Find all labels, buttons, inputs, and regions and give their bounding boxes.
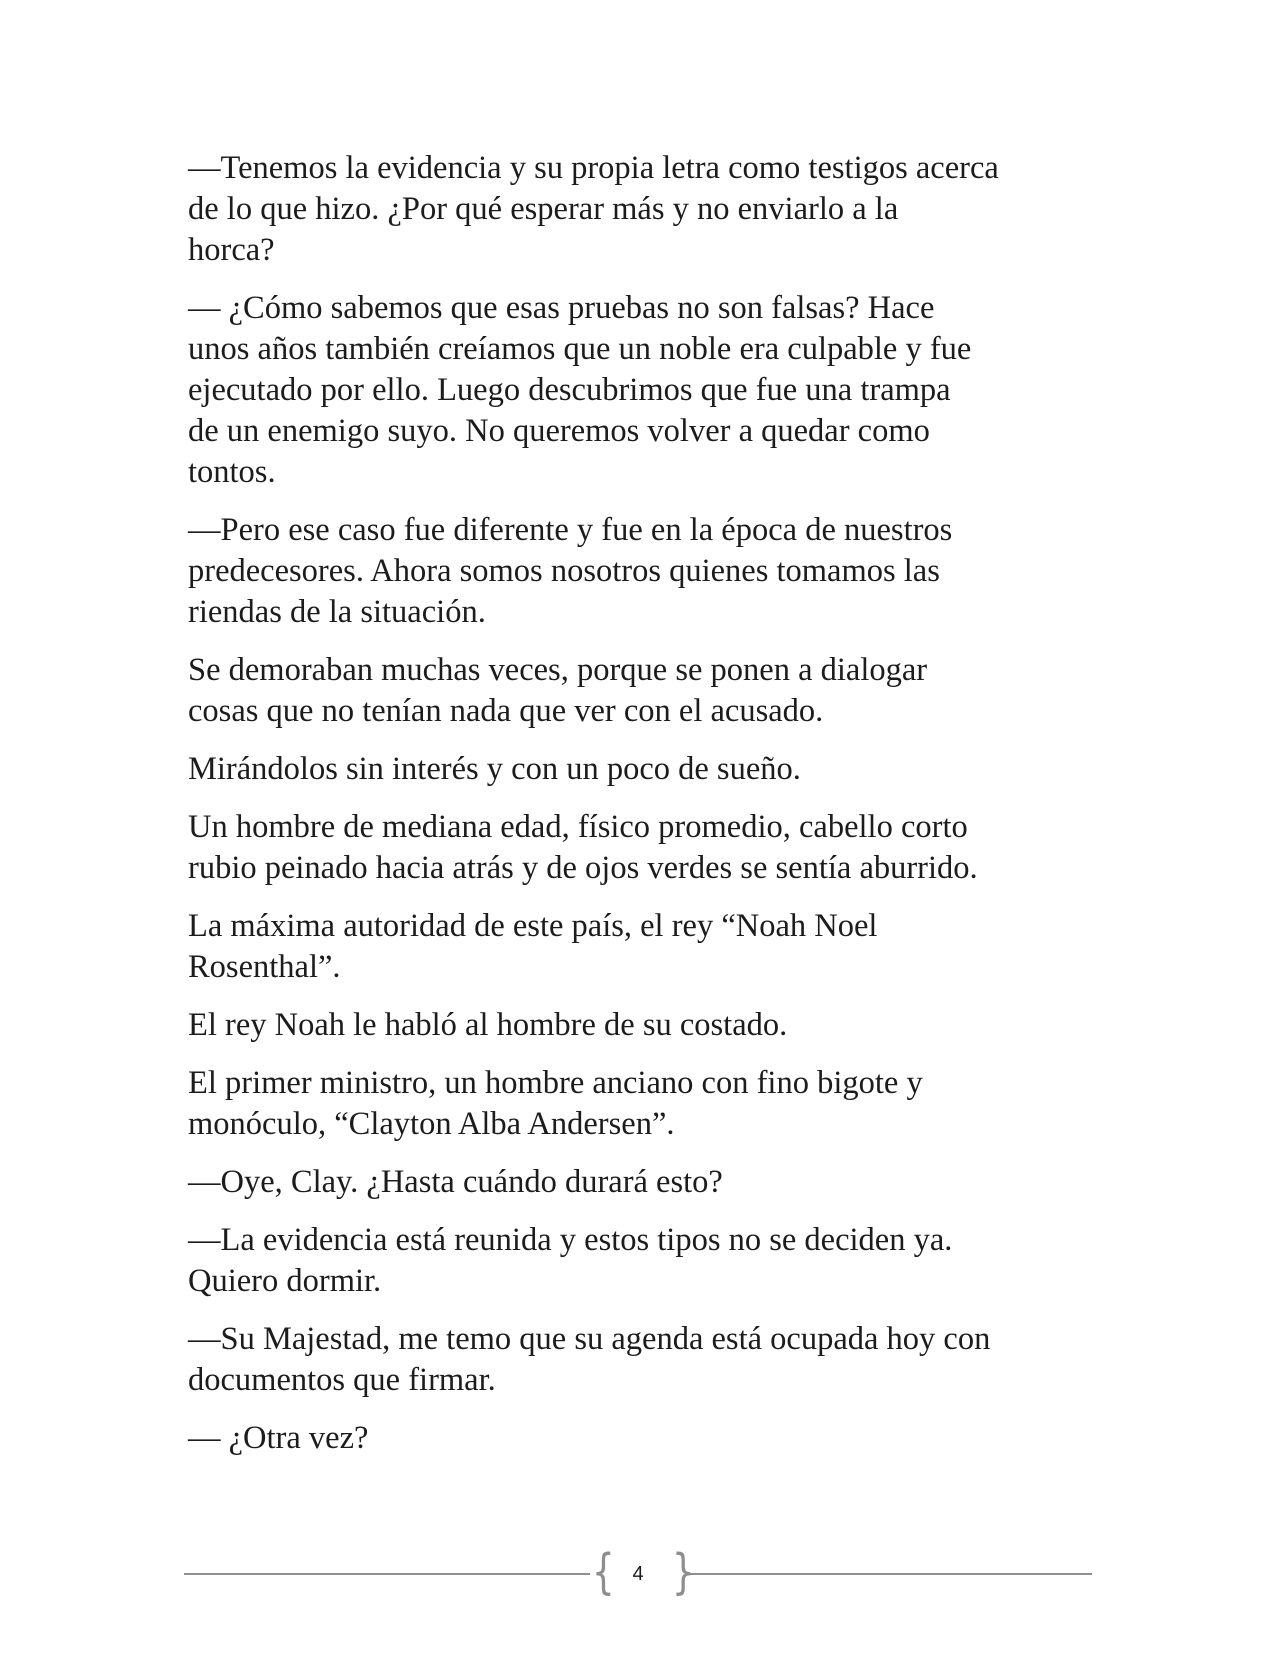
page-footer bbox=[184, 1546, 1092, 1602]
paragraph-2: — ¿Cómo sabemos que esas pruebas no son falsas? Hace unos años también creíamos que un noble era culpable y fue ejecutado por ello. Luego descubrimos que fue una trampa de un enemigo suyo. No queremos volver a quedar como tontos. bbox=[188, 290, 972, 490]
paragraph-5: Mirándolos sin interés y con un poco de sueño. bbox=[188, 751, 801, 787]
paragraph-9: El primer ministro, un hombre anciano con fino bigote y monóculo, “Clayton Alba Andersen”. bbox=[188, 1065, 923, 1142]
paragraph-7: La máxima autoridad de este país, el rey “Noah Noel Rosenthal”. bbox=[188, 908, 878, 985]
page-number: 4 bbox=[632, 1563, 644, 1585]
paragraph-6: Un hombre de mediana edad, físico promedio, cabello corto rubio peinado hacia atrás y de ojos verdes se sentía aburrido. bbox=[188, 809, 978, 886]
paragraph-11: —La evidencia está reunida y estos tipos no se deciden ya. Quiero dormir. bbox=[188, 1222, 953, 1299]
paragraph-4: Se demoraban muchas veces, porque se ponen a dialogar cosas que no tenían nada que ver con el acusado. bbox=[188, 652, 928, 729]
footer-brace-open: { bbox=[591, 1544, 615, 1600]
paragraph-10: —Oye, Clay. ¿Hasta cuándo durará esto? bbox=[188, 1164, 723, 1200]
paragraph-13: — ¿Otra vez? bbox=[188, 1420, 369, 1456]
paragraph-1: —Tenemos la evidencia y su propia letra como testigos acerca de lo que hizo. ¿Por qué esperar más y no enviarlo a la horca? bbox=[188, 150, 999, 268]
paragraph-12: —Su Majestad, me temo que su agenda está ocupada hoy con documentos que firmar. bbox=[188, 1321, 991, 1398]
body-text bbox=[188, 148, 1108, 1476]
paragraph-8: El rey Noah le habló al hombre de su costado. bbox=[188, 1007, 788, 1043]
footer-brace-close: } bbox=[671, 1544, 695, 1600]
paragraph-3: —Pero ese caso fue diferente y fue en la época de nuestros predecesores. Ahora somos nosotros quienes tomamos las riendas de la situación. bbox=[188, 512, 953, 630]
footer-rule-left bbox=[184, 1573, 590, 1575]
footer-rule-right bbox=[686, 1573, 1092, 1575]
